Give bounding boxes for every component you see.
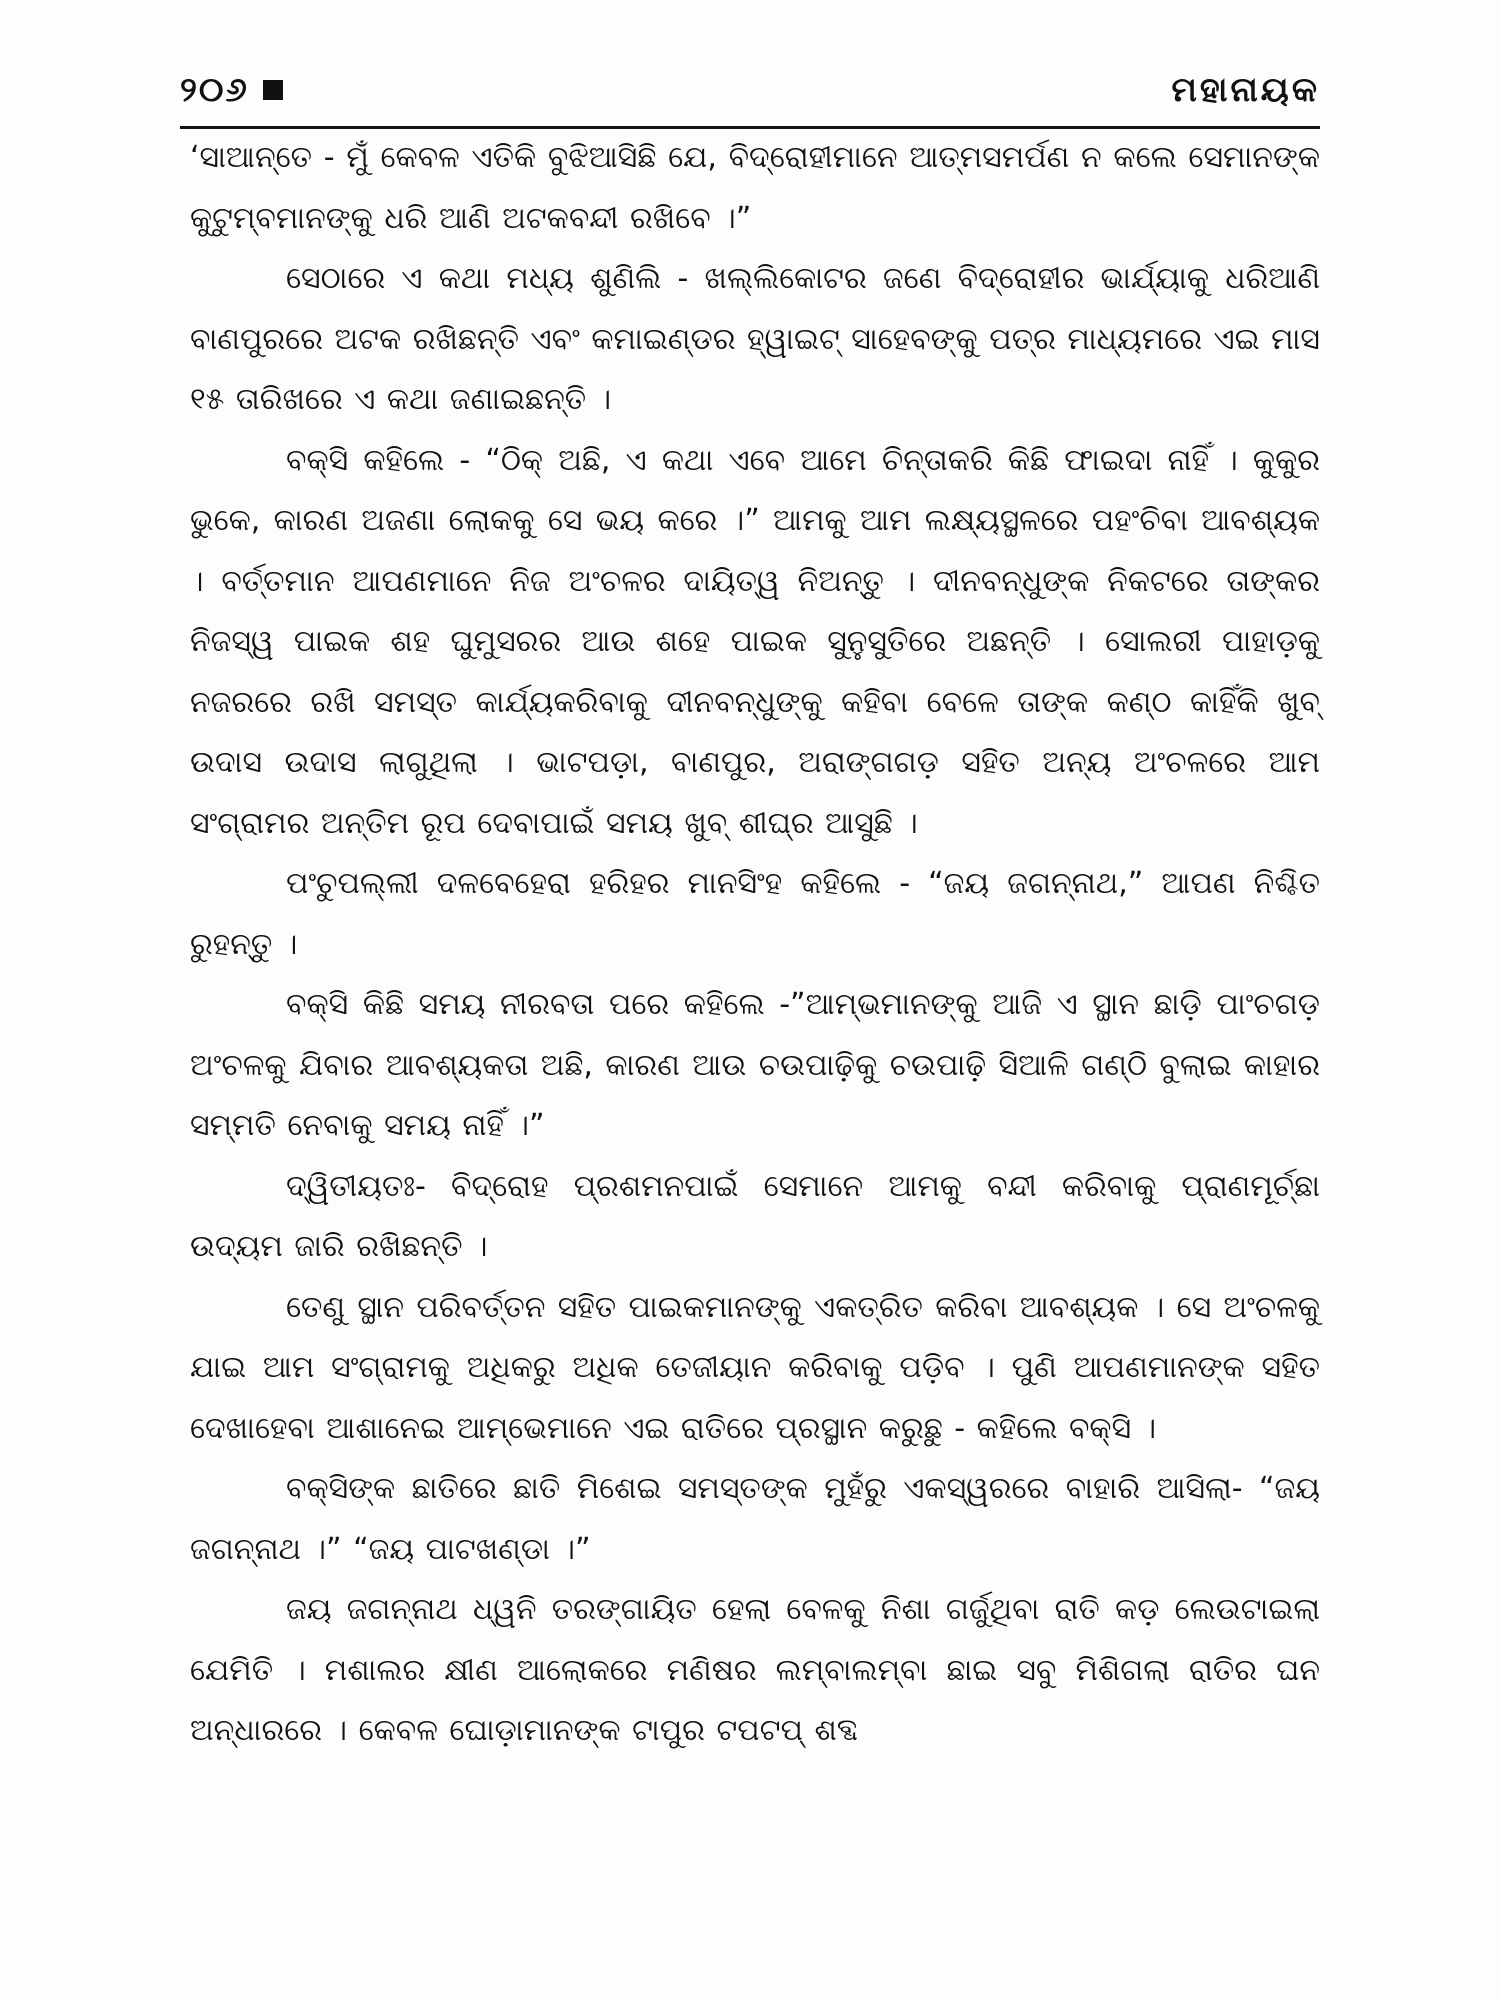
paragraph-5: ବକ୍ସି କିଛି ସମୟ ନୀରବତା ପରେ କହିଲେ -”ଆମ୍ଭମାନଙ୍କୁ ଆଜି ଏ ସ୍ଥାନ ଛାଡ଼ି ପାଂଚଗଡ଼ ଅଂଚଳକୁ ଯିବାର ଆବଶ୍ୟକତା ଅଛି, କାରଣ ଆଉ ଚଉପାଢ଼ିକୁ ଚଉପାଢ଼ି ସିଆଳି ଗଣ୍ଠି ବୁଲାଇ କାହାର ସମ୍ମତି ନେବାକୁ ସମୟ ନାହିଁ ।” <box>190 987 1320 1143</box>
page-number: ୨୦୬ <box>180 70 249 110</box>
paragraph-7: ତେଣୁ ସ୍ଥାନ ପରିବର୍ତ୍ତନ ସହିତ ପାଇକମାନଙ୍କୁ ଏକତ୍ରିତ କରିବା ଆବଶ୍ୟକ । ସେ ଅଂଚଳକୁ ଯାଇ ଆମ ସଂଗ୍ରାମକୁ ଅଧିକରୁ ଅଧିକ ତେଜୀୟାନ କରିବାକୁ ପଡ଼ିବ । ପୁଣି ଆପଣମାନଙ୍କ ସହିତ ଦେଖାହେବା ଆଶାନେଇ ଆମ୍ଭେମାନେ ଏଇ ରାତିରେ ପ୍ରସ୍ଥାନ କରୁଛୁ - କହିଲେ ବକ୍ସି । <box>190 1289 1320 1446</box>
running-title: ମହାନାୟକ <box>1171 70 1320 110</box>
paragraph-8: ବକ୍ସିଙ୍କ ଛାତିରେ ଛାତି ମିଶେଇ ସମସ୍ତଙ୍କ ମୁହଁରୁ ଏକସ୍ୱରରେ ବାହାରି ଆସିଲା- “ଜୟ ଜଗନ୍ନାଥ ।” “ଜୟ ପାଟଖଣ୍ଡା ।” <box>190 1471 1320 1567</box>
paragraph-6: ଦ୍ୱିତୀୟତଃ- ବିଦ୍ରୋହ ପ୍ରଶମନପାଇଁ ସେମାନେ ଆମକୁ ବନ୍ଦୀ କରିବାକୁ ପ୍ରାଣମୂର୍ଚ୍ଛା ଉଦ୍ୟମ ଜାରି ରଖିଛନ୍ତି । <box>190 1168 1320 1264</box>
body-text <box>190 128 1320 1762</box>
page-header <box>180 60 1320 120</box>
paragraph-4: ପଂଚୁପଲ୍ଲୀ ଦଳବେହେରା ହରିହର ମାନସିଂହ କହିଲେ - “ଜୟ ଜଗନ୍ନାଥ,” ଆପଣ ନିଶ୍ଚିତ ରୁହନ୍ତୁ । <box>190 866 1320 962</box>
page-number-group <box>180 70 283 110</box>
square-bullet-icon <box>263 80 283 100</box>
paragraph-3: ବକ୍ସି କହିଲେ - “ଠିକ୍ ଅଛି, ଏ କଥା ଏବେ ଆମେ ଚିନ୍ତାକରି କିଛି ଫାଇଦା ନାହିଁ । କୁକୁର ଭୁକେ, କାରଣ ଅଜଣା ଲୋକକୁ ସେ ଭୟ କରେ ।” ଆମକୁ ଆମ ଲକ୍ଷ୍ୟସ୍ଥଳରେ ପହଂଚିବା ଆବଶ୍ୟକ । ବର୍ତ୍ତମାନ ଆପଣମାନେ ନିଜ ଅଂଚଳର ଦାୟିତ୍ୱ ନିଅନ୍ତୁ । ଦୀନବନ୍ଧୁଙ୍କ ନିକଟରେ ତାଙ୍କର ନିଜସ୍ୱ ପାଇକ ଶହ ଘୁମୁସରର ଆଉ ଶହେ ପାଇକ ସୁନୁସୁତିରେ ଅଛନ୍ତି । ସୋଲରୀ ପାହାଡ଼କୁ ନଜରରେ ରଖି ସମସ୍ତ କାର୍ଯ୍ୟକରିବାକୁ ଦୀନବନ୍ଧୁଙ୍କୁ କହିବା ବେଳେ ତାଙ୍କ କଣ୍ଠ କାହିଁକି ଖୁବ୍ ଉଦାସ ଉଦାସ ଲାଗୁଥିଲା । ଭାଟପଡ଼ା, ବାଣପୁର, ଅରାଙ୍ଗଗଡ଼ ସହିତ ଅନ୍ୟ ଅଂଚଳରେ ଆମ ସଂଗ୍ରାମର ଅନ୍ତିମ ରୂପ ଦେବାପାଇଁ ସମୟ ଖୁବ୍ ଶୀଘ୍ର ଆସୁଛି । <box>190 442 1320 841</box>
paragraph-2: ସେଠାରେ ଏ କଥା ମଧ୍ୟ ଶୁଣିଲି - ଖଲ୍ଲିକୋଟର ଜଣେ ବିଦ୍ରୋହୀର ଭାର୍ଯ୍ୟାକୁ ଧରିଆଣି ବାଣପୁରରେ ଅଟକ ରଖିଛନ୍ତି ଏବଂ କମାଇଣ୍ଡର ହ୍ୱାଇଟ୍ ସାହେବଙ୍କୁ ପତ୍ର ମାଧ୍ୟମରେ ଏଇ ମାସ ୧୫ ତାରିଖରେ ଏ କଥା ଜଣାଇଛନ୍ତି । <box>190 261 1320 417</box>
paragraph-9: ଜୟ ଜଗନ୍ନାଥ ଧ୍ୱନି ତରଙ୍ଗାୟିତ ହେଲା ବେଳକୁ ନିଶା ଗର୍ଜୁଥିବା ରାତି କଡ଼ ଲେଉଟାଇଲା ଯେମିତି । ମଶାଲର କ୍ଷୀଣ ଆଲୋକରେ ମଣିଷର ଲମ୍ବାଲମ୍ବା ଛାଇ ସବୁ ମିଶିଗଲା ରାତିର ଘନ ଅନ୍ଧାରରେ । କେବଳ ଘୋଡ଼ାମାନଙ୍କ ଟାପୁର ଟପଟପ୍ ଶବ୍ଦ <box>190 1592 1320 1748</box>
paragraph-1: ‘ସାଆନ୍ତେ - ମୁଁ କେବଳ ଏତିକି ବୁଝିଆସିଛି ଯେ, ବିଦ୍ରୋହୀମାନେ ଆତ୍ମସମର୍ପଣ ନ କଲେ ସେମାନଙ୍କ କୁଟୁମ୍ବମାନଙ୍କୁ ଧରି ଆଣି ଅଟକବନ୍ଦୀ ରଖିବେ ।” <box>190 140 1320 236</box>
